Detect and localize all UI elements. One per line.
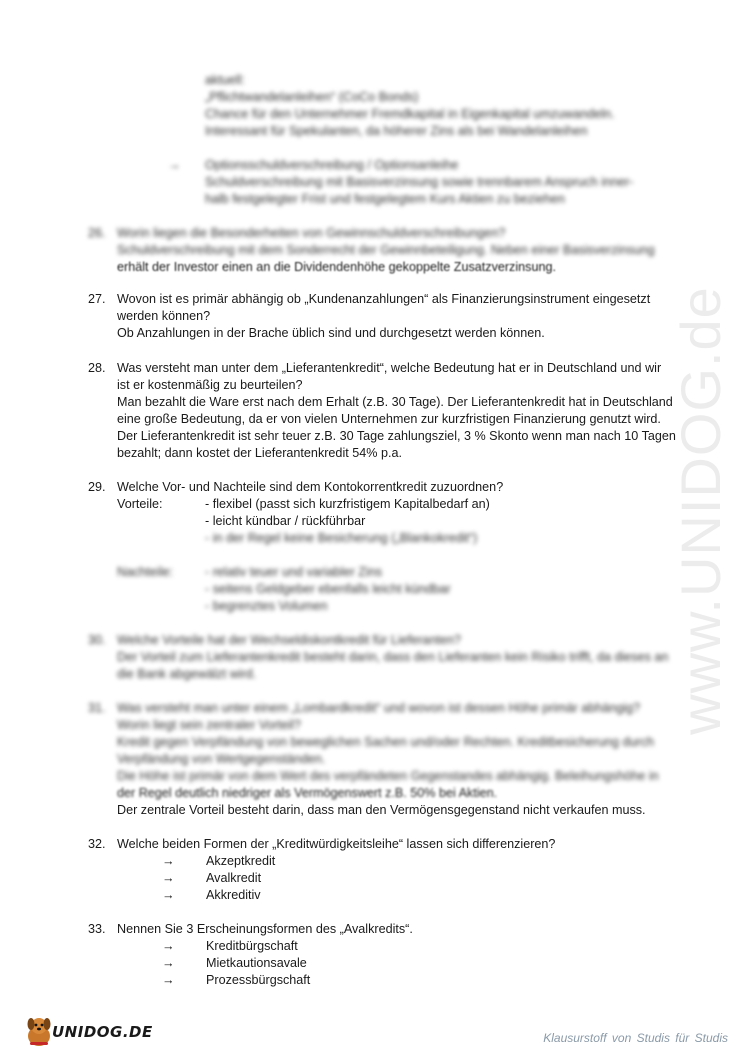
intro-line: Chance für den Unternehmer Fremdkapital in Eigenkapital umzuwandeln. [205, 107, 615, 121]
question-number: 32. [88, 837, 106, 851]
question-text: werden können? [117, 309, 211, 323]
list-item [117, 938, 688, 955]
dog-mascot-icon [22, 1014, 56, 1050]
question-number: 29. [88, 480, 106, 494]
answer-line: Der zentrale Vorteil besteht darin, dass man den Vermögensgegenstand nicht verkaufen muss. [117, 803, 646, 817]
question-text: Worin liegt sein zentraler Vorteil? [117, 718, 301, 732]
list-item [117, 870, 688, 887]
answer-line: Man bezahlt die Ware erst nach dem Erhalt (z.B. 30 Tage). Der Lieferantenkredit hat in Deutschland [117, 395, 673, 409]
answer-line: Die Höhe ist primär von dem Wert des verpfändeten Gegenstandes abhängig. Beleihungshöhe in [117, 769, 659, 783]
arrow-icon: → [162, 854, 175, 868]
question-33 [88, 921, 688, 989]
list-item-text: Kreditbürgschaft [206, 939, 298, 953]
arrow-icon: → [162, 939, 175, 953]
list-item [117, 887, 688, 904]
question-number: 26. [88, 226, 106, 240]
intro-arrow-line: Optionsschuldverschreibung / Optionsanleihe [205, 158, 459, 172]
pros-row [117, 513, 688, 530]
question-text: Was versteht man unter dem „Lieferantenkredit“, welche Bedeutung hat er in Deutschland und wir [117, 361, 662, 375]
arrow-icon: → [162, 973, 175, 987]
question-28 [88, 360, 688, 462]
arrow-icon: → [168, 158, 181, 172]
pro-item: - flexibel (passt sich kurzfristigem Kapitalbedarf an) [205, 497, 490, 511]
answer-line: bezahlt; dann kostet der Lieferantenkredit 54% p.a. [117, 446, 402, 460]
unidog-logo[interactable] [22, 1012, 152, 1052]
list-item [117, 853, 688, 870]
answer-line: erhält der Investor einen an die Dividendenhöhe gekoppelte Zusatzverzinsung. [117, 260, 556, 274]
question-number: 28. [88, 361, 106, 375]
question-27 [88, 291, 688, 342]
question-text: ist er kostenmäßig zu beurteilen? [117, 378, 303, 392]
pro-item: - leicht kündbar / rückführbar [205, 514, 366, 528]
intro-arrow-line: halb festgelegter Frist und festgelegtem Kurs Aktien zu beziehen [205, 192, 565, 206]
question-text: Welche beiden Formen der „Kreditwürdigkeitsleihe“ lassen sich differenzieren? [117, 837, 556, 851]
answer-line: eine große Bedeutung, da er von vielen Unternehmen zur kurzfristigen Finanzierung genutzt wird. [117, 412, 661, 426]
question-26 [88, 225, 688, 276]
cons-row [117, 598, 688, 615]
intro-block [205, 72, 665, 140]
list-item [117, 955, 688, 972]
question-text: Welche Vor- und Nachteile sind dem Kontokorrentkredit zuzuordnen? [117, 480, 504, 494]
con-item: - relativ teuer und variabler Zins [205, 565, 383, 579]
list-item-text: Akkreditiv [206, 888, 261, 902]
question-number: 30. [88, 633, 106, 647]
pro-item: - in der Regel keine Besicherung („Blankokredit“) [205, 531, 478, 545]
answer-line: Schuldverschreibung mit dem Sonderrecht der Gewinnbeteiligung. Neben einer Basisverzinsung [117, 243, 655, 257]
cons-label: Nachteile: [117, 565, 174, 579]
question-number: 27. [88, 292, 106, 306]
question-29 [88, 479, 688, 615]
answer-line: Kredit gegen Verpfändung von beweglichen Sachen und/oder Rechten. Kreditbesicherung durch [117, 735, 655, 749]
question-text: Welche Vorteile hat der Wechseldiskontkredit für Lieferanten? [117, 633, 461, 647]
cons-row [117, 564, 688, 581]
logo-text: UNIDOG.DE [52, 1023, 153, 1041]
intro-arrow-line: Schuldverschreibung mit Basisverzinsung sowie trennbarem Anspruch inner- [205, 175, 634, 189]
intro-line: aktuell: [205, 73, 245, 87]
cons-row [117, 581, 688, 598]
question-number: 31. [88, 701, 106, 715]
answer-line: der Regel deutlich niedriger als Vermögenswert z.B. 50% bei Aktien. [117, 786, 498, 800]
question-text: Worin liegen die Besonderheiten von Gewinnschuldverschreibungen? [117, 226, 506, 240]
con-item: - seitens Geldgeber ebenfalls leicht kündbar [205, 582, 451, 596]
arrow-icon: → [162, 871, 175, 885]
pros-label: Vorteile: [117, 497, 163, 511]
pros-row [117, 496, 688, 513]
list-item-text: Avalkredit [206, 871, 262, 885]
con-item: - begrenztes Volumen [205, 599, 328, 613]
answer-line: Ob Anzahlungen in der Brache üblich sind und durchgesetzt werden können. [117, 326, 545, 340]
arrow-icon: → [162, 888, 175, 902]
arrow-icon: → [162, 956, 175, 970]
footer-tagline: Klausurstoff von Studis für Studis [543, 1031, 728, 1045]
question-text: Was versteht man unter einem „Lombardkredit“ und wovon ist dessen Höhe primär abhängig? [117, 701, 641, 715]
list-item [117, 972, 688, 989]
list-item-text: Akzeptkredit [206, 854, 276, 868]
intro-arrow-block [205, 157, 665, 208]
question-text: Wovon ist es primär abhängig ob „Kundenanzahlungen“ als Finanzierungsinstrument eingesetzt [117, 292, 651, 306]
intro-line: Interessant für Spekulanten, da höherer Zins als bei Wandelanleihen [205, 124, 588, 138]
watermark-text: www.UNIDOG.de [668, 285, 732, 735]
list-item-text: Prozessbürgschaft [206, 973, 311, 987]
answer-line: die Bank abgewälzt wird. [117, 667, 257, 681]
intro-line: „Pflichtwandelanleihen“ (CoCo Bonds) [205, 90, 419, 104]
list-item-text: Mietkautionsavale [206, 956, 307, 970]
pros-row [117, 530, 688, 547]
question-32 [88, 836, 688, 904]
question-31 [88, 700, 688, 819]
question-30 [88, 632, 688, 683]
answer-line: Der Vorteil zum Lieferantenkredit besteht darin, dass den Lieferanten kein Risiko trifft, da dieses an [117, 650, 669, 664]
answer-line: Der Lieferantenkredit ist sehr teuer z.B. 30 Tage zahlungsziel, 3 % Skonto wenn man nach 10 Tagen [117, 429, 676, 443]
question-number: 33. [88, 922, 106, 936]
answer-line: Verpfändung von Wertgegenständen. [117, 752, 326, 766]
question-text: Nennen Sie 3 Erscheinungsformen des „Avalkredits“. [117, 922, 413, 936]
